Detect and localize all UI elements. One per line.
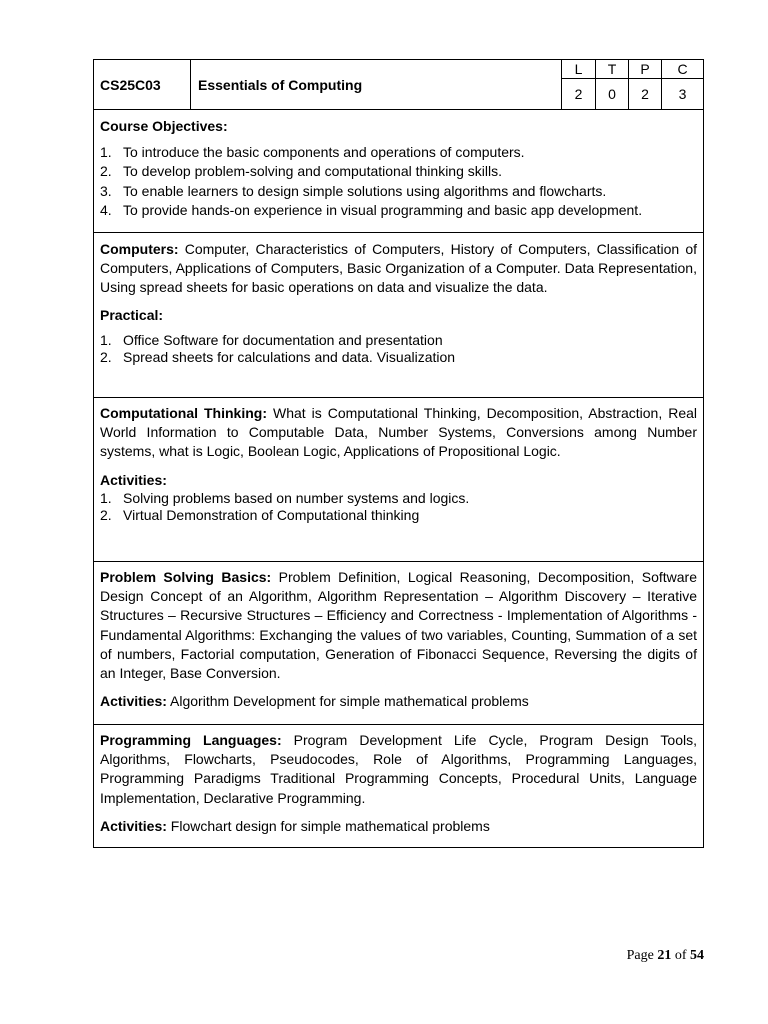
ltpc-header-p: P xyxy=(629,60,662,79)
computational-paragraph xyxy=(100,404,697,462)
course-title: Essentials of Computing xyxy=(198,76,363,93)
course-header xyxy=(93,59,704,109)
course-code: CS25C03 xyxy=(94,60,191,109)
ltpc-header-t: T xyxy=(596,60,629,79)
practical-list xyxy=(100,332,697,366)
objective-item: 3. To enable learners to design simple solutions using algorithms and flowcharts. xyxy=(100,182,607,199)
computers-section xyxy=(93,232,704,397)
programming-section xyxy=(93,724,704,848)
programming-title: Programming Languages: xyxy=(100,732,282,748)
activities-heading: Activities: xyxy=(100,471,167,488)
practical-heading: Practical: xyxy=(100,306,164,323)
practical-item: 1. Office Software for documentation and presentation xyxy=(100,331,443,348)
ltpc-grid xyxy=(561,60,703,109)
objective-item: 4. To provide hands-on experience in visual programming and basic app development. xyxy=(100,201,643,218)
page-number: Page 21 of 54 xyxy=(626,948,704,963)
problem-solving-paragraph xyxy=(100,568,697,683)
activity-item: 2. Virtual Demonstration of Computational thinking xyxy=(100,506,420,523)
computational-title: Computational Thinking: xyxy=(100,405,267,421)
problem-solving-text: Problem Definition, Logical Reasoning, Decomposition, Software Design Concept of an Algorithm, Algorithm Representation – Algorithm Discovery – Iterative Structures – Recursive Structures – Efficiency and Correctness - Implementation of Algorithms - Fundamental Algorithms: Exchanging the values of two variables, Counting, Summation of a set of numbers, Factorial computation, Generation of Fibonacci Sequence, Reversing the digits of an Integer, Base Conversion. xyxy=(100,569,697,682)
computers-paragraph xyxy=(100,240,697,298)
ltpc-header-c: C xyxy=(662,60,703,79)
computational-section xyxy=(93,397,704,561)
objectives-heading: Course Objectives: xyxy=(100,118,228,134)
ltpc-value-l: 2 xyxy=(562,79,596,109)
ltpc-value-c: 3 xyxy=(678,86,687,102)
computational-text: What is Computational Thinking, Decomposition, Abstraction, Real World Information to Computable Data, Number Systems, Conversions among Number systems, what is Logic, Boolean Logic, Applications of Propositional Logic. xyxy=(100,405,697,460)
objectives-list xyxy=(100,143,697,220)
activity-item: 1. Solving problems based on number systems and logics. xyxy=(100,489,470,506)
programming-activities: Activities: Flowchart design for simple mathematical problems xyxy=(100,817,490,834)
computers-text: Computer, Characteristics of Computers, History of Computers, Classification of Computers, Applications of Computers, Basic Organization of a Computer. Data Representation, Using spread sheets for basic operations on data and visualize the data. xyxy=(100,241,697,296)
objective-item: 1. To introduce the basic components and operations of computers. xyxy=(100,144,525,161)
objectives-section xyxy=(93,109,704,232)
problem-solving-activities: Activities: Algorithm Development for simple mathematical problems xyxy=(100,693,529,710)
ltpc-value-t: 0 xyxy=(596,79,629,109)
programming-text: Program Development Life Cycle, Program Design Tools, Algorithms, Flowcharts, Pseudocodes, Role of Algorithms, Programming Languages, Programming Paradigms Traditional Programming Concepts, Procedural Units, Language Implementation, Declarative Programming. xyxy=(100,732,698,806)
programming-paragraph xyxy=(100,731,697,808)
ltpc-value-p: 2 xyxy=(629,79,662,109)
practical-item: 2. Spread sheets for calculations and data. Visualization xyxy=(100,348,456,365)
computers-title: Computers: xyxy=(100,241,179,257)
activities-list xyxy=(100,490,697,524)
problem-solving-title: Problem Solving Basics: xyxy=(100,569,272,585)
problem-solving-section xyxy=(93,561,704,724)
ltpc-header-l: L xyxy=(562,60,596,79)
objective-item: 2. To develop problem-solving and computational thinking skills. xyxy=(100,163,502,180)
